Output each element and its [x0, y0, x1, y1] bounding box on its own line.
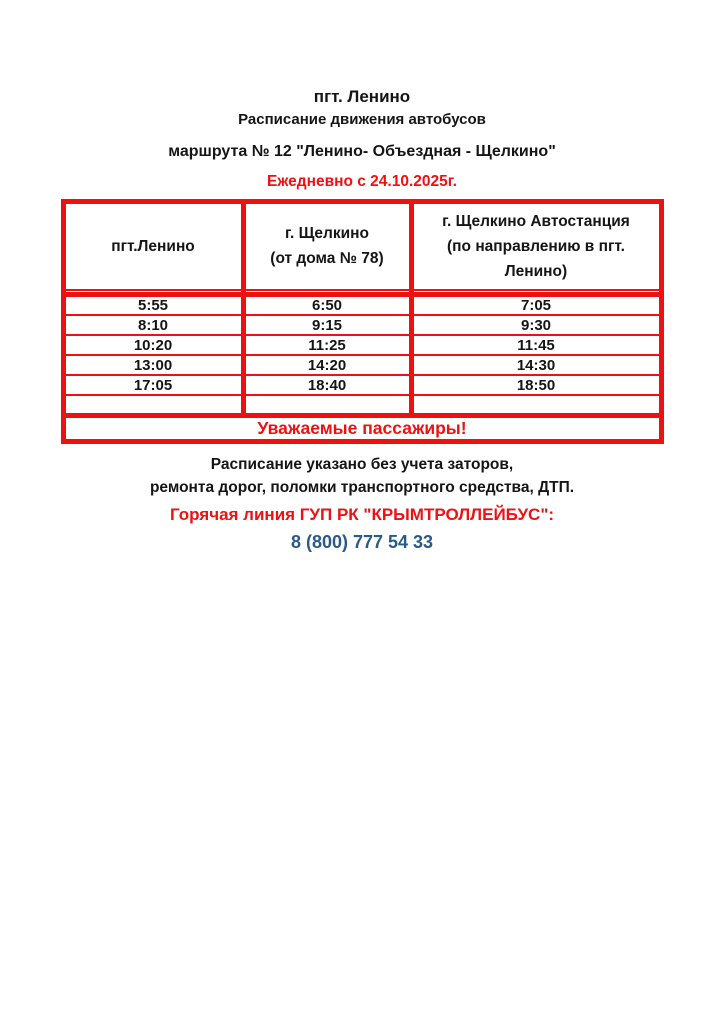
empty-cell [243, 395, 411, 415]
time-cell: 5:55 [63, 295, 243, 316]
time-cell: 13:00 [63, 355, 243, 375]
schedule-table [61, 199, 664, 444]
passengers-notice: Уважаемые пассажиры! [63, 415, 661, 441]
time-cell: 9:30 [411, 315, 661, 335]
schedule-row [63, 295, 661, 316]
time-cell: 14:30 [411, 355, 661, 375]
time-cell: 17:05 [63, 375, 243, 395]
validity-date: Ежедневно с 24.10.2025г. [267, 173, 457, 190]
time-cell: 9:15 [243, 315, 411, 335]
schedule-row [63, 355, 661, 375]
schedule-row [63, 315, 661, 335]
time-cell: 18:50 [411, 375, 661, 395]
time-cell: 8:10 [63, 315, 243, 335]
header-line: (по направлению в пгт. [447, 237, 625, 255]
phone-number: 8 (800) 777 54 33 [290, 531, 434, 552]
header-line: г. Щелкино [285, 225, 369, 243]
column-header-shchelkino [243, 202, 411, 290]
column-header-avtostantsiya [411, 202, 661, 290]
time-cell: 10:20 [63, 335, 243, 355]
schedule-note-line-1: Расписание указано без учета заторов, [210, 455, 514, 473]
header-line: Ленино) [504, 262, 568, 280]
header-row [63, 202, 661, 290]
column-header-lenino [63, 202, 243, 290]
page-title: пгт. Ленино [313, 87, 411, 106]
header-line: пгт.Ленино [111, 237, 195, 255]
time-cell: 6:50 [243, 295, 411, 316]
schedule-row [63, 375, 661, 395]
schedule-row [63, 335, 661, 355]
header-line: (от дома № 78) [270, 250, 384, 268]
header-line: г. Щелкино Автостанция [442, 212, 630, 230]
time-cell: 7:05 [411, 295, 661, 316]
route-title: маршрута № 12 "Ленино- Объездная - Щелкино" [168, 143, 556, 160]
empty-cell [63, 395, 243, 415]
empty-row [63, 395, 661, 415]
empty-cell [411, 395, 661, 415]
schedule-note-line-2: ремонта дорог, поломки транспортного средства, ДТП. [149, 478, 575, 496]
time-cell: 11:25 [243, 335, 411, 355]
time-cell: 11:45 [411, 335, 661, 355]
time-cell: 14:20 [243, 355, 411, 375]
hotline-label: Горячая линия ГУП РК "КРЫМТРОЛЛЕЙБУС": [169, 504, 555, 524]
time-cell: 18:40 [243, 375, 411, 395]
schedule-subtitle: Расписание движения автобусов [238, 111, 486, 128]
notice-row [63, 415, 661, 441]
